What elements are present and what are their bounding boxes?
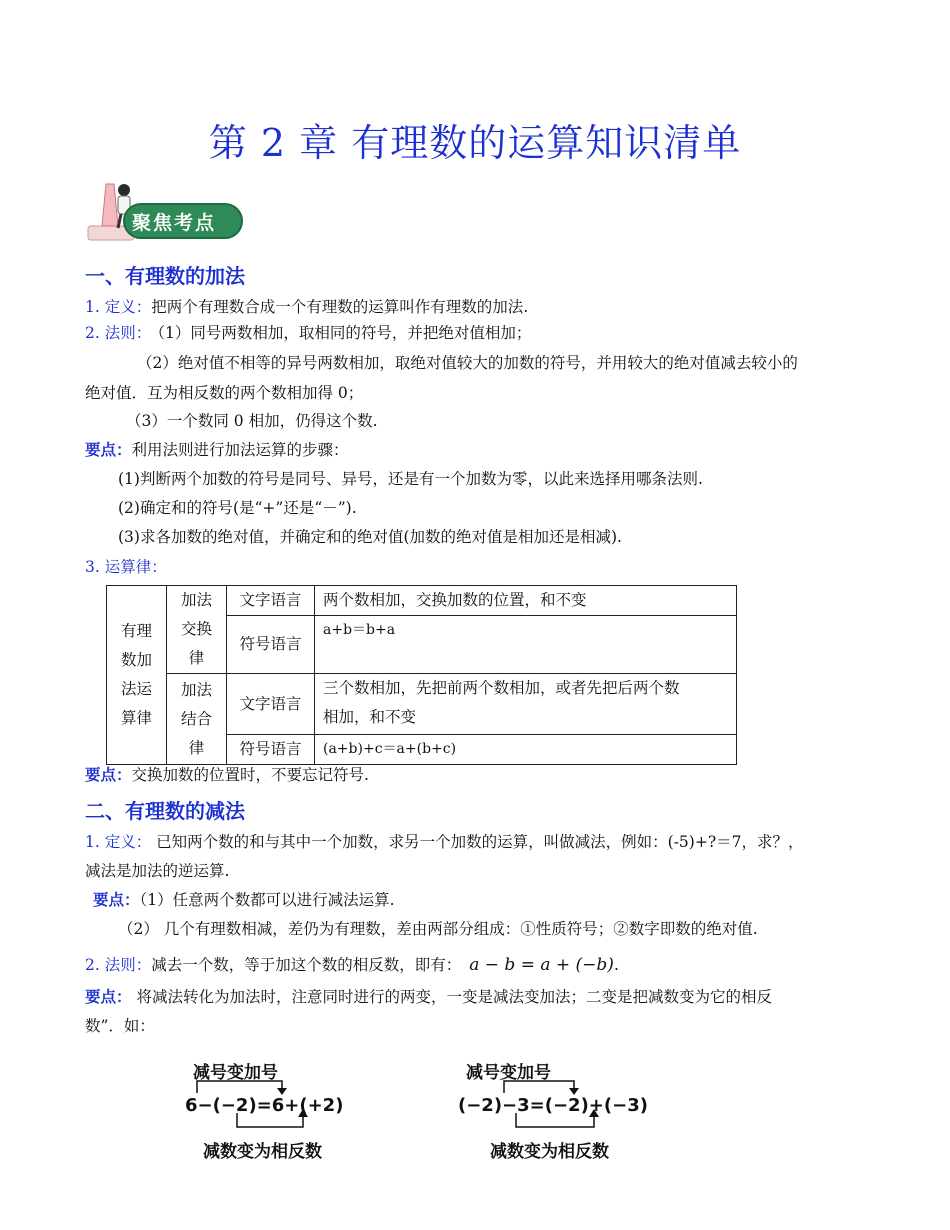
example-diagram-1 xyxy=(185,1055,365,1165)
table-cell-text-lang-2: 文字语言 xyxy=(227,674,315,735)
diagram-2-bottom-label: 减数变为相反数 xyxy=(490,1142,609,1162)
table-cell-commutative-text: 两个数相加，交换加数的位置，和不变 xyxy=(315,586,737,616)
addition-rule-2b: 绝对值．互为相反数的两个数相加得 0； xyxy=(85,384,364,402)
key-label-4: 要点： xyxy=(85,988,132,1006)
addition-definition xyxy=(85,297,528,317)
section-heading-addition: 一、有理数的加法 xyxy=(85,264,245,288)
operation-law-label: 3. 运算律： xyxy=(85,558,167,576)
diagram-1-expression: 6−(−2)=6+(+2) xyxy=(185,1095,344,1116)
table-cell-sym-lang-2: 符号语言 xyxy=(227,735,315,765)
definition-text: 把两个有理数合成一个有理数的运算叫作有理数的加法. xyxy=(151,298,529,316)
addition-key-point-2 xyxy=(85,765,369,785)
diagram-2-top-label: 减号变加号 xyxy=(466,1063,551,1083)
addition-step-1: (1)判断两个加数的符号是同号、异号，还是有一个加数为零，以此来选择用哪条法则. xyxy=(118,470,703,488)
section-heading-subtraction: 二、有理数的减法 xyxy=(85,799,245,823)
key-label-2: 要点： xyxy=(85,766,132,784)
key-text: 利用法则进行加法运算的步骤： xyxy=(131,441,349,459)
table-associative-head: 加法 结合 律 xyxy=(167,674,227,765)
table-cell-commutative-sym: a+b＝b+a xyxy=(315,616,737,674)
subtraction-key-3b: 数”．如： xyxy=(85,1017,155,1035)
definition-label: 1. 定义： xyxy=(85,298,152,316)
page-title: 第 2 章 有理数的运算知识清单 xyxy=(208,121,742,165)
table-cell-sym-lang: 符号语言 xyxy=(227,616,315,674)
subtraction-definition-b: 减法是加法的逆运算. xyxy=(85,862,230,880)
table-cell-associative-text: 三个数相加，先把前两个数相加，或者先把后两个数 相加，和不变 xyxy=(315,674,737,735)
key-3-text-a: 将减法转化为加法时，注意同时进行的两变，一变是减法变加法；二变是把减数变为它的相反 xyxy=(131,988,772,1006)
addition-rule-3: （3）一个数同 0 相加，仍得这个数. xyxy=(126,412,378,430)
diagram-1-bottom-label: 减数变为相反数 xyxy=(203,1142,322,1162)
table-commutative-head: 加法 交换 律 xyxy=(167,586,227,674)
diagram-2-expression: (−2)−3=(−2)+(−3) xyxy=(458,1095,648,1116)
rule-1-text: （1）同号两数相加，取相同的符号，并把绝对值相加； xyxy=(157,324,532,342)
definition-text-2a: 已知两个数的和与其中一个加数，求另一个加数的运算，叫做减法，例如：(-5)+?＝7，求？， xyxy=(151,833,804,851)
addition-step-2: (2)确定和的符号(是“+”还是“－”). xyxy=(118,499,357,517)
focus-badge-label: 聚焦考点 xyxy=(132,212,217,234)
key-label-3: 要点： xyxy=(93,891,140,909)
key-label: 要点： xyxy=(85,441,132,459)
rule-end: . xyxy=(613,956,619,974)
subtraction-definition-a xyxy=(85,832,804,852)
example-diagram-2 xyxy=(458,1055,648,1165)
table-cell-associative-sym: (a+b)+c＝a+(b+c) xyxy=(315,735,737,765)
subtraction-formula: a − b = a + (−b) xyxy=(469,955,614,975)
subtraction-key-1 xyxy=(93,890,395,910)
definition-label-2: 1. 定义： xyxy=(85,833,152,851)
addition-laws-table xyxy=(106,585,737,765)
rule-label: 2. 法则： xyxy=(85,324,152,342)
table-cell-text-lang: 文字语言 xyxy=(227,586,315,616)
subtraction-key-2: （2） 几个有理数相减，差仍为有理数，差由两部分组成：①性质符号；②数字即数的绝对值. xyxy=(118,920,758,938)
table-row-head: 有理 数加 法运 算律 xyxy=(107,586,167,765)
diagram-1-top-label: 减号变加号 xyxy=(193,1063,278,1083)
addition-rule-2a: （2）绝对值不相等的异号两数相加，取绝对值较大的加数的符号，并用较大的绝对值减去较小的 xyxy=(137,354,798,372)
addition-step-3: (3)求各加数的绝对值，并确定和的绝对值(加数的绝对值是相加还是相减). xyxy=(118,528,622,546)
addition-key-point xyxy=(85,440,349,460)
subtraction-key-3a xyxy=(85,987,772,1007)
key-1-text: （1）任意两个数都可以进行减法运算. xyxy=(139,891,395,909)
addition-rule-1 xyxy=(85,323,531,343)
rule-label-2: 2. 法则： xyxy=(85,956,152,974)
subtraction-rule xyxy=(85,955,619,975)
rule-text-2: 减去一个数，等于加这个数的相反数，即有： xyxy=(151,956,462,974)
key-text-2: 交换加数的位置时，不要忘记符号. xyxy=(131,766,369,784)
